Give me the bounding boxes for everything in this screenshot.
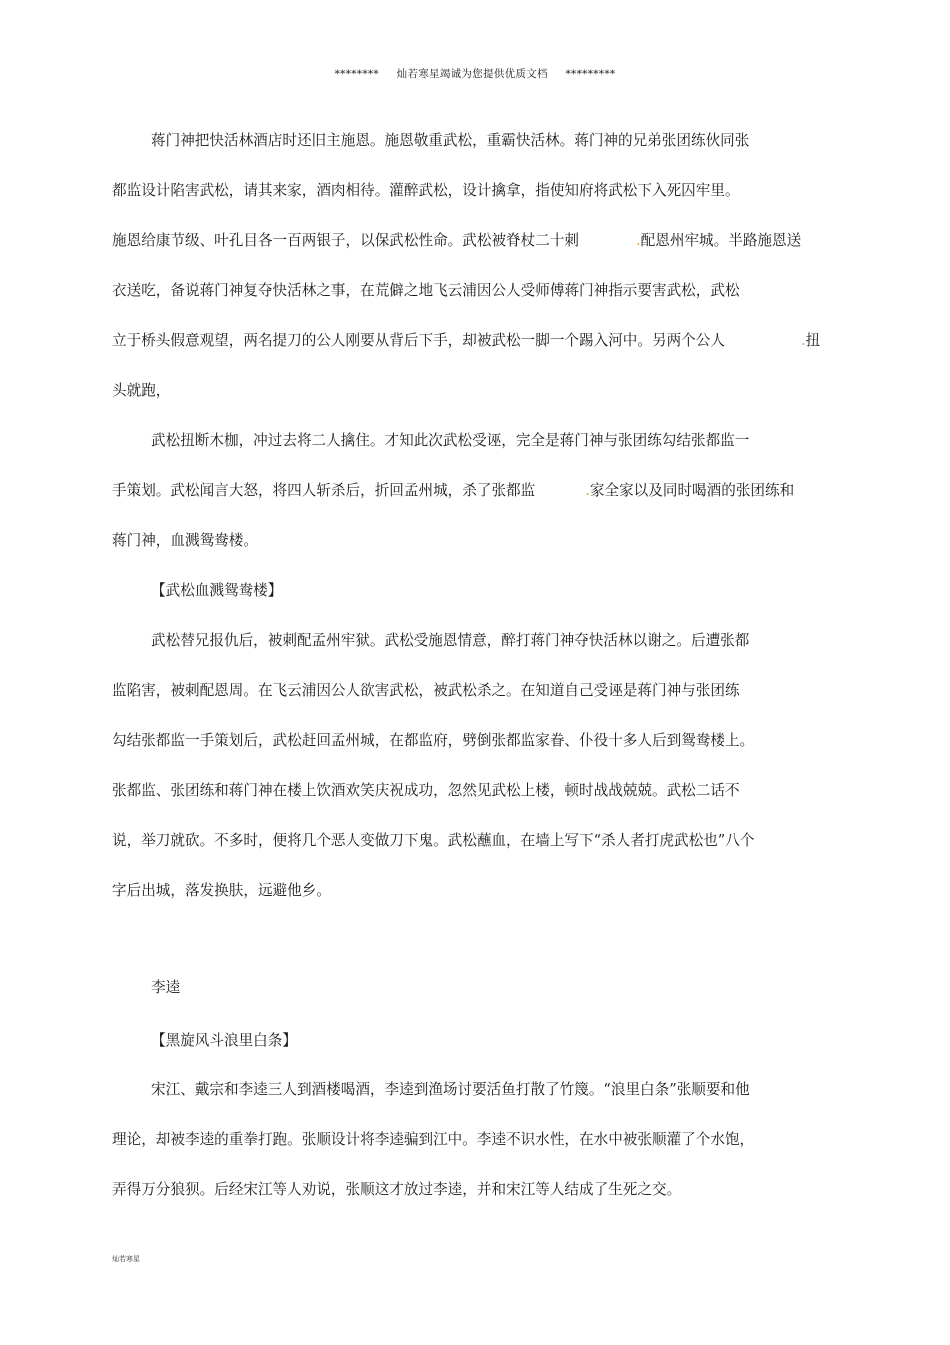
paragraph-line: 蒋门神，血溅鸳鸯楼。 [112, 532, 258, 549]
paragraph-line: 武松扭断木枷，冲过去将二人擒住。才知此次武松受诬，完全是蒋门神与张团练勾结张都监一 [151, 432, 750, 449]
text-segment: 配恩州牢城。半路施恩送 [640, 232, 802, 249]
paragraph-line: 武松替兄报仇后，被刺配孟州牢狱。武松受施恩情意，醉打蒋门神夺快活林以谢之。后遭张都 [151, 632, 750, 649]
text-segment: 家全家以及同时喝酒的张团练和 [589, 482, 795, 499]
text-segment: 立于桥头假意观望，两名提刀的公人刚要从背后下手，却被武松一脚一个踢入河中。另两个公人 [112, 332, 725, 349]
section-heading: 【武松血溅鸳鸯楼】 [151, 582, 283, 599]
header-title: 灿若寒星竭诚为您提供优质文档 [396, 68, 548, 80]
paragraph-line [112, 481, 794, 501]
paragraph-line: 字后出城，落发换肤，远避他乡。 [112, 882, 331, 899]
header-stars-left: ******** [334, 68, 379, 80]
character-name: 李逵 [151, 979, 181, 996]
text-segment: 手策划。武松闻言大怒，将四人斩杀后，折回孟州城，杀了张都监 [112, 482, 536, 499]
paragraph-line: 都监设计陷害武松，请其来家，酒肉相待。灌醉武松，设计擒拿，指使知府将武松下入死囚牢里。 [112, 182, 740, 199]
paragraph-line: 说，举刀就砍。不多时，便将几个恶人变做刀下鬼。武松蘸血，在墙上写下“杀人者打虎武松也”八个 [112, 832, 755, 849]
section-heading: 【黑旋风斗浪里白条】 [151, 1032, 297, 1049]
paragraph-line: 头就跑， [112, 382, 171, 399]
paragraph-line: 张都监、张团练和蒋门神在楼上饮酒欢笑庆祝成功，忽然见武松上楼，顿时战战兢兢。武松二话不 [112, 782, 740, 799]
page-header [0, 66, 950, 81]
paragraph-line: 弄得万分狼狈。后经宋江等人劝说，张顺这才放过李逵，并和宋江等人结成了生死之交。 [112, 1181, 682, 1198]
paragraph-line [112, 331, 820, 351]
paragraph-line: 宋江、戴宗和李逵三人到酒楼喝酒，李逵到渔场讨要活鱼打散了竹篾。“浪里白条”张顺要和他 [151, 1081, 750, 1098]
page-footer: 灿若寒星 [112, 1255, 140, 1263]
paragraph-line [112, 231, 801, 251]
header-stars-right: ********* [565, 68, 616, 80]
paragraph-line: 衣送吃，备说蒋门神复夺快活林之事，在荒僻之地飞云浦因公人受师傅蒋门神指示要害武松，武松 [112, 282, 740, 299]
text-segment: 扭 [805, 332, 821, 349]
paragraph-line: 监陷害，被刺配恩周。在飞云浦因公人欲害武松，被武松杀之。在知道自己受诬是蒋门神与张团练 [112, 682, 740, 699]
text-segment: 施恩给康节级、叶孔目各一百两银子，以保武松性命。武松被脊杖二十刺 [112, 232, 580, 249]
paragraph-line: 勾结张都监一手策划后，武松赶回孟州城，在都监府，劈倒张都监家眷、仆役十多人后到鸳鸯楼上。 [112, 732, 755, 749]
mark-dot: . [800, 332, 806, 349]
mark-dot: . [636, 232, 641, 249]
mark-dot: . [585, 482, 590, 499]
paragraph-line: 蒋门神把快活林酒店时还旧主施恩。施恩敬重武松，重霸快活林。蒋门神的兄弟张团练伙同张 [151, 132, 750, 149]
paragraph-line: 理论，却被李逵的重拳打跑。张顺设计将李逵骗到江中。李逵不识水性，在水中被张顺灌了个水饱， [112, 1131, 755, 1148]
